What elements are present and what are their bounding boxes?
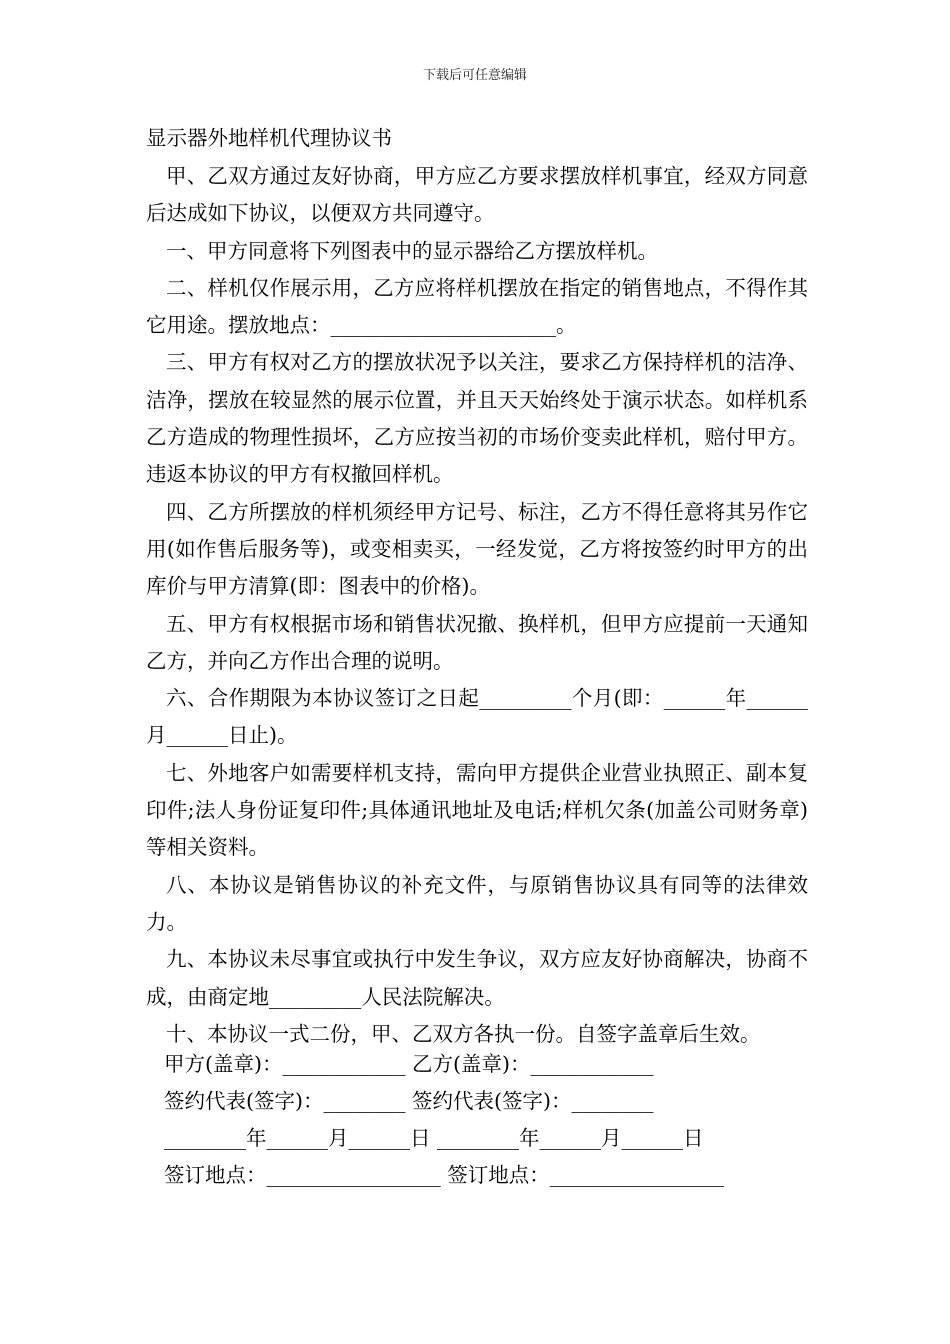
clause-6: 六、合作期限为本协议签订之日起_________个月(即：______年______月______日止)。 — [146, 686, 808, 748]
clause-8: 八、本协议是销售协议的补充文件，与原销售协议具有同等的法律效力。 — [146, 872, 808, 934]
clause-4: 四、乙方所摆放的样机须经甲方记号、标注，乙方不得任意将其另作它用(如作售后服务等)，或变相卖买，一经发觉，乙方将按签约时甲方的出库价与甲方清算(即：图表中的价格)。 — [146, 499, 808, 599]
clause-10: 十、本协议一式二份，甲、乙双方各执一份。自签字盖章后生效。 — [166, 1021, 761, 1046]
signature-place-line: 签订地点：_________________ 签订地点：_________________ — [164, 1163, 725, 1187]
page-header: 下载后可任意编辑 — [422, 68, 527, 83]
clause-1: 一、甲方同意将下列图表中的显示器给乙方摆放样机。 — [166, 238, 658, 263]
signature-representative-line: 签约代表(签字)：________ 签约代表(签字)：________ — [164, 1089, 654, 1113]
clause-3: 三、甲方有权对乙方的摆放状况予以关注，要求乙方保持样机的洁净、洁净，摆放在较显然的展示位置，并且天天始终处于演示状态。如样机系乙方造成的物理性损坏，乙方应按当初的市场价变卖此样机，赔付甲方。违返本协议的甲方有权撤回样机。 — [146, 350, 808, 487]
clause-2: 二、样机仅作展示用，乙方应将样机摆放在指定的销售地点，不得作其它用途。摆放地点：______________________。 — [146, 275, 808, 338]
signature-date-line: ________年______月______日 ________年______月______日 — [164, 1126, 704, 1150]
document-body — [146, 158, 808, 1053]
signature-seal-line: 甲方(盖章)：____________ 乙方(盖章)：____________ — [164, 1052, 654, 1076]
clause-9: 九、本协议未尽事宜或执行中发生争议，双方应友好协商解决，协商不成，由商定地_________人民法院解决。 — [146, 947, 808, 1009]
paragraph-intro: 甲、乙双方通过友好协商，甲方应乙方要求摆放样机事宜，经双方同意后达成如下协议，以便双方共同遵守。 — [146, 164, 808, 226]
clause-5: 五、甲方有权根据市场和销售状况撤、换样机，但甲方应提前一天通知乙方，并向乙方作出合理的说明。 — [146, 611, 808, 673]
clause-7: 七、外地客户如需要样机支持，需向甲方提供企业营业执照正、副本复印件;法人身份证复印件;具体通讯地址及电话;样机欠条(加盖公司财务章)等相关资料。 — [146, 760, 808, 860]
document-title: 显示器外地样机代理协议书 — [146, 126, 392, 150]
